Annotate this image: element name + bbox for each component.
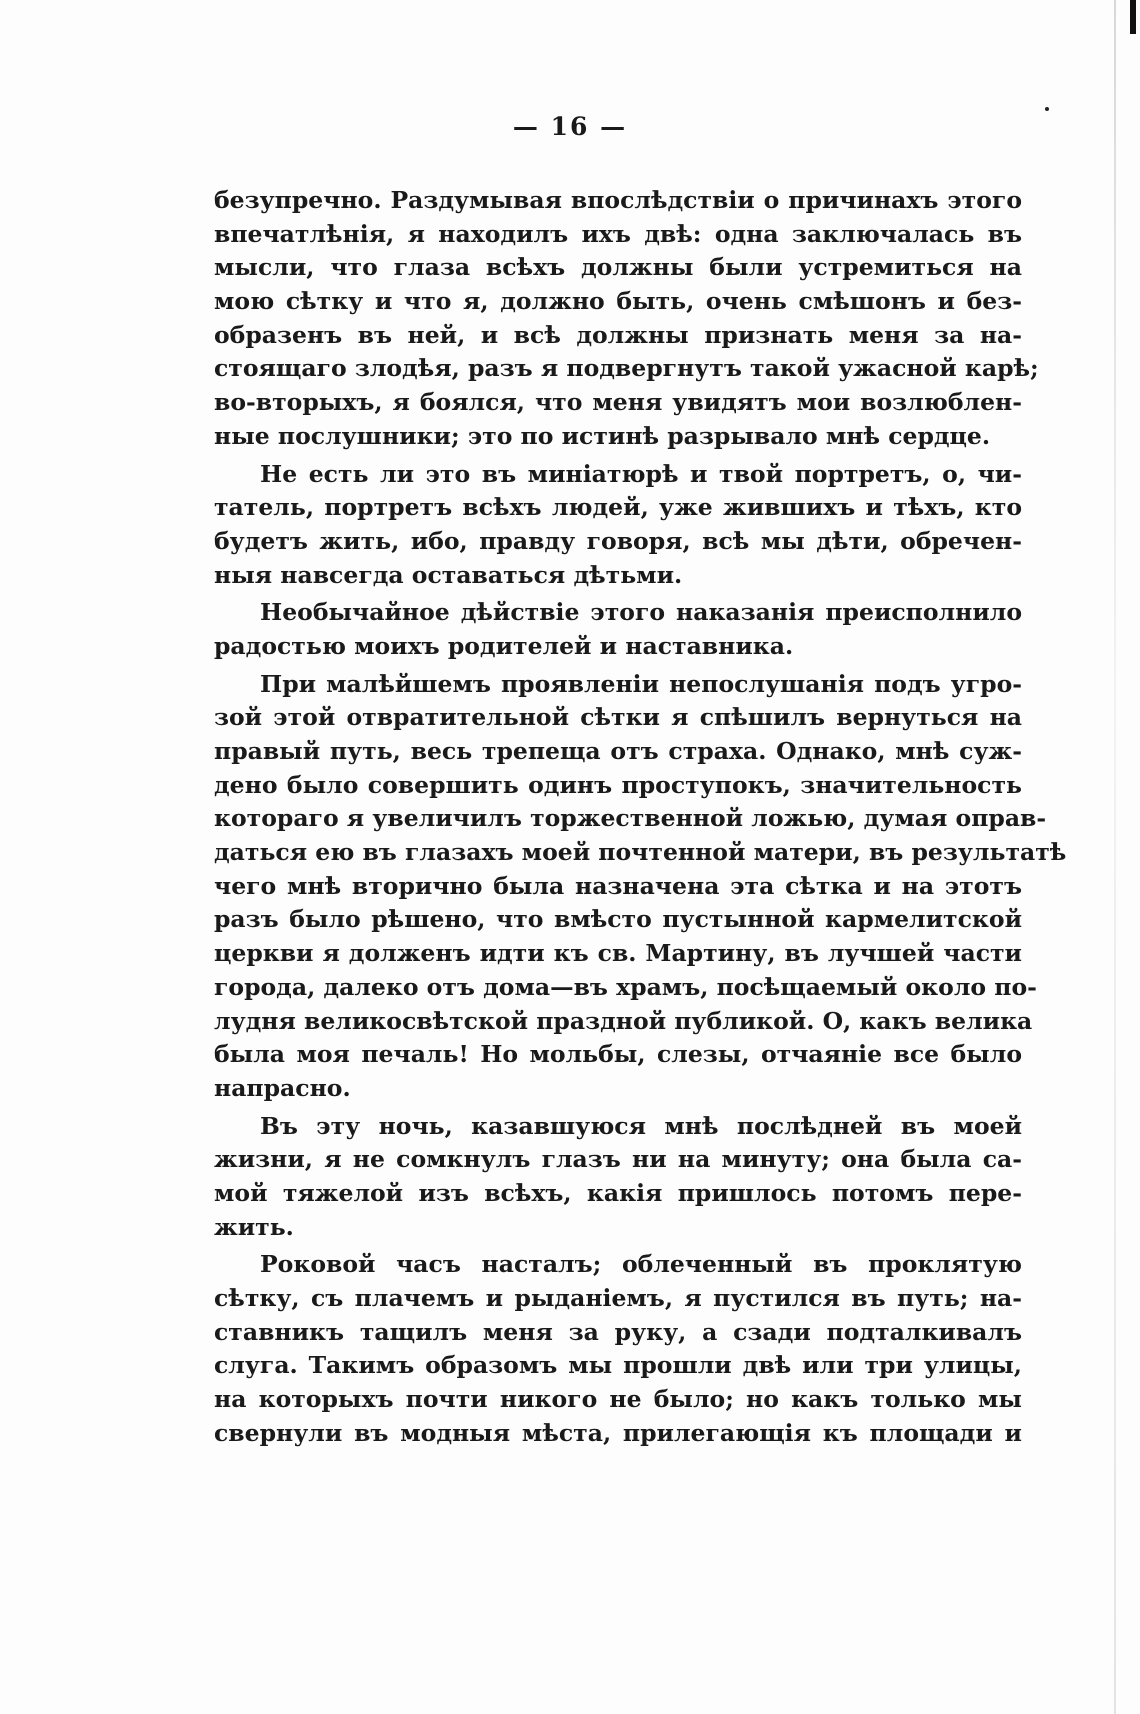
- text-line: на которыхъ почти никого не было; но какъ только мы: [214, 1385, 1022, 1414]
- text-line: безупречно. Раздумывая впослѣдствіи о причинахъ этого: [214, 186, 1022, 214]
- text-line: Необычайное дѣйствіе этого наказанія преисполнило: [260, 598, 1022, 627]
- text-line: радостью моихъ родителей и наставника.: [214, 631, 794, 660]
- text-line: жизни, я не сомкнулъ глазъ ни на минуту; она была са-: [214, 1145, 1022, 1174]
- text-line: лудня великосвѣтской праздной публикой. О, какъ велика: [214, 1006, 1033, 1035]
- text-line: напрасно.: [214, 1073, 351, 1102]
- scan-speck: [1045, 107, 1049, 111]
- text-line: ставникъ тащилъ меня за руку, а сзади подталкивалъ: [214, 1317, 1022, 1346]
- text-line: сѣтку, съ плачемъ и рыданіемъ, я пустился въ путь; на-: [214, 1284, 1022, 1312]
- text-line: впечатлѣнія, я находилъ ихъ двѣ: одна заключалась въ: [214, 219, 1022, 248]
- body-text: [214, 184, 1067, 1450]
- text-line: зой этой отвратительной сѣтки я спѣшилъ вернуться на: [214, 703, 1022, 732]
- text-line: слуга. Такимъ образомъ мы прошли двѣ или три улицы,: [214, 1351, 1022, 1380]
- text-line: Не есть ли это въ миніатюрѣ и твой портретъ, о, чи-: [260, 459, 1022, 488]
- text-line: образенъ въ ней, и всѣ должны признать меня за на-: [214, 320, 1022, 349]
- paragraph: [214, 458, 1022, 593]
- text-line: татель, портретъ всѣхъ людей, уже жившихъ и тѣхъ, кто: [214, 493, 1022, 522]
- page-edge-line: [1114, 0, 1116, 1714]
- text-line: При малѣйшемъ проявленіи непослушанія подъ угро-: [260, 669, 1022, 698]
- text-line: правый путь, весь трепеща отъ страха. Однако, мнѣ суж-: [214, 737, 1022, 765]
- paragraph: [214, 1110, 1022, 1245]
- text-line: дено было совершить одинъ проступокъ, значительность: [214, 770, 1022, 799]
- text-line: во-вторыхъ, я боялся, что меня увидятъ мои возлюблен-: [214, 388, 1022, 417]
- text-line: церкви я долженъ идти къ св. Мартину, въ лучшей части: [214, 939, 1022, 968]
- page-edge-mark: [1130, 0, 1136, 34]
- paragraph: [214, 668, 1067, 1106]
- text-line: будетъ жить, ибо, правду говоря, всѣ мы дѣти, обречен-: [214, 526, 1022, 555]
- paragraph: [214, 596, 1022, 663]
- text-line: мысли, что глаза всѣхъ должны были устремиться на: [214, 253, 1022, 282]
- text-line: мою сѣтку и что я, должно быть, очень смѣшонъ и без-: [214, 287, 1022, 316]
- text-line: ныя навсегда оставаться дѣтьми.: [214, 560, 683, 589]
- page-number: — 16 —: [512, 112, 628, 141]
- text-line: ные послушники; это по истинѣ разрывало мнѣ сердце.: [214, 421, 991, 450]
- text-line: мой тяжелой изъ всѣхъ, какія пришлось потомъ пере-: [214, 1178, 1022, 1207]
- text-line: даться ею въ глазахъ моей почтенной матери, въ результатѣ: [214, 838, 1067, 867]
- text-line: стоящаго злодѣя, разъ я подвергнутъ такой ужасной карѣ;: [214, 354, 1039, 383]
- text-line: Роковой часъ насталъ; облеченный въ проклятую: [260, 1250, 1022, 1279]
- text-line: жить.: [214, 1212, 294, 1241]
- paragraph: [214, 1248, 1022, 1450]
- text-line: Въ эту ночь, казавшуюся мнѣ послѣдней въ моей: [260, 1111, 1022, 1140]
- paragraph: [214, 184, 1039, 454]
- text-line: разъ было рѣшено, что вмѣсто пустынной кармелитской: [214, 905, 1022, 934]
- text-line: была моя печаль! Но мольбы, слезы, отчаяніе все было: [214, 1040, 1022, 1069]
- text-line: города, далеко отъ дома—въ храмъ, посѣщаемый около по-: [214, 972, 1037, 1001]
- text-line: котораго я увеличилъ торжественной ложью, думая оправ-: [214, 804, 1047, 833]
- text-line: чего мнѣ вторично была назначена эта сѣтка и на этотъ: [214, 871, 1022, 900]
- text-line: свернули въ модныя мѣста, прилегающія къ площади и: [214, 1418, 1022, 1447]
